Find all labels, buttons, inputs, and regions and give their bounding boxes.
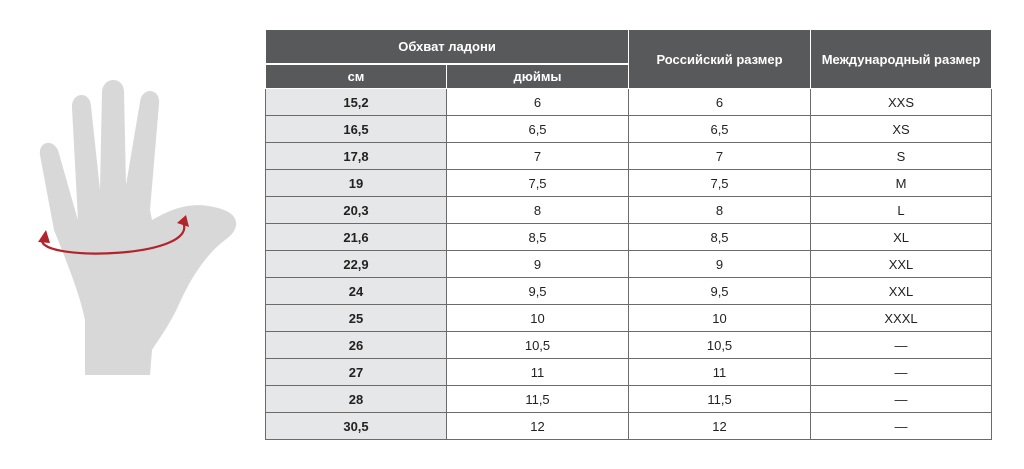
cell-inches: 10 [447, 305, 629, 332]
table-row [266, 332, 992, 359]
table-row [266, 413, 992, 440]
cell-russian-size: 8,5 [629, 224, 811, 251]
cell-cm: 16,5 [266, 116, 447, 143]
cell-inches: 11,5 [447, 386, 629, 413]
cell-cm: 28 [266, 386, 447, 413]
table-row [266, 278, 992, 305]
glove-size-table [265, 29, 992, 440]
cell-inches: 6,5 [447, 116, 629, 143]
hand-icon [40, 80, 236, 375]
cell-cm: 20,3 [266, 197, 447, 224]
cell-international-size: — [811, 332, 992, 359]
cell-russian-size: 7,5 [629, 170, 811, 197]
cell-cm: 27 [266, 359, 447, 386]
cell-international-size: XL [811, 224, 992, 251]
cell-international-size: XXS [811, 89, 992, 116]
table-row [266, 197, 992, 224]
header-inches: дюймы [447, 64, 629, 89]
cell-cm: 26 [266, 332, 447, 359]
cell-inches: 6 [447, 89, 629, 116]
cell-cm: 24 [266, 278, 447, 305]
table-row [266, 224, 992, 251]
cell-russian-size: 11 [629, 359, 811, 386]
arrow-head-left-icon [38, 230, 50, 243]
cell-international-size: M [811, 170, 992, 197]
table-row [266, 251, 992, 278]
table-row [266, 89, 992, 116]
cell-inches: 8 [447, 197, 629, 224]
table-row [266, 386, 992, 413]
cell-international-size: — [811, 359, 992, 386]
cell-international-size: L [811, 197, 992, 224]
cell-cm: 15,2 [266, 89, 447, 116]
cell-inches: 7,5 [447, 170, 629, 197]
cell-cm: 17,8 [266, 143, 447, 170]
cell-inches: 7 [447, 143, 629, 170]
cell-international-size: — [811, 386, 992, 413]
header-cm: см [266, 64, 447, 89]
cell-russian-size: 8 [629, 197, 811, 224]
cell-international-size: XS [811, 116, 992, 143]
cell-international-size: XXXL [811, 305, 992, 332]
cell-inches: 10,5 [447, 332, 629, 359]
cell-russian-size: 9,5 [629, 278, 811, 305]
cell-russian-size: 10 [629, 305, 811, 332]
cell-inches: 8,5 [447, 224, 629, 251]
cell-russian-size: 7 [629, 143, 811, 170]
cell-international-size: — [811, 413, 992, 440]
table-row [266, 116, 992, 143]
cell-cm: 22,9 [266, 251, 447, 278]
table-row [266, 305, 992, 332]
hand-measure-illustration [30, 80, 245, 380]
table-row [266, 170, 992, 197]
header-palm-girth: Обхват ладони [266, 30, 629, 65]
cell-cm: 19 [266, 170, 447, 197]
cell-russian-size: 12 [629, 413, 811, 440]
cell-russian-size: 11,5 [629, 386, 811, 413]
header-russian-size: Российский размер [629, 30, 811, 89]
cell-russian-size: 9 [629, 251, 811, 278]
cell-inches: 9,5 [447, 278, 629, 305]
cell-russian-size: 6,5 [629, 116, 811, 143]
cell-inches: 11 [447, 359, 629, 386]
cell-cm: 30,5 [266, 413, 447, 440]
cell-russian-size: 6 [629, 89, 811, 116]
cell-international-size: XXL [811, 251, 992, 278]
cell-inches: 9 [447, 251, 629, 278]
table-header [266, 30, 992, 89]
cell-international-size: XXL [811, 278, 992, 305]
cell-russian-size: 10,5 [629, 332, 811, 359]
cell-international-size: S [811, 143, 992, 170]
table-body [266, 89, 992, 440]
header-international-size: Международный размер [811, 30, 992, 89]
cell-cm: 25 [266, 305, 447, 332]
table-row [266, 143, 992, 170]
cell-cm: 21,6 [266, 224, 447, 251]
cell-inches: 12 [447, 413, 629, 440]
table-row [266, 359, 992, 386]
